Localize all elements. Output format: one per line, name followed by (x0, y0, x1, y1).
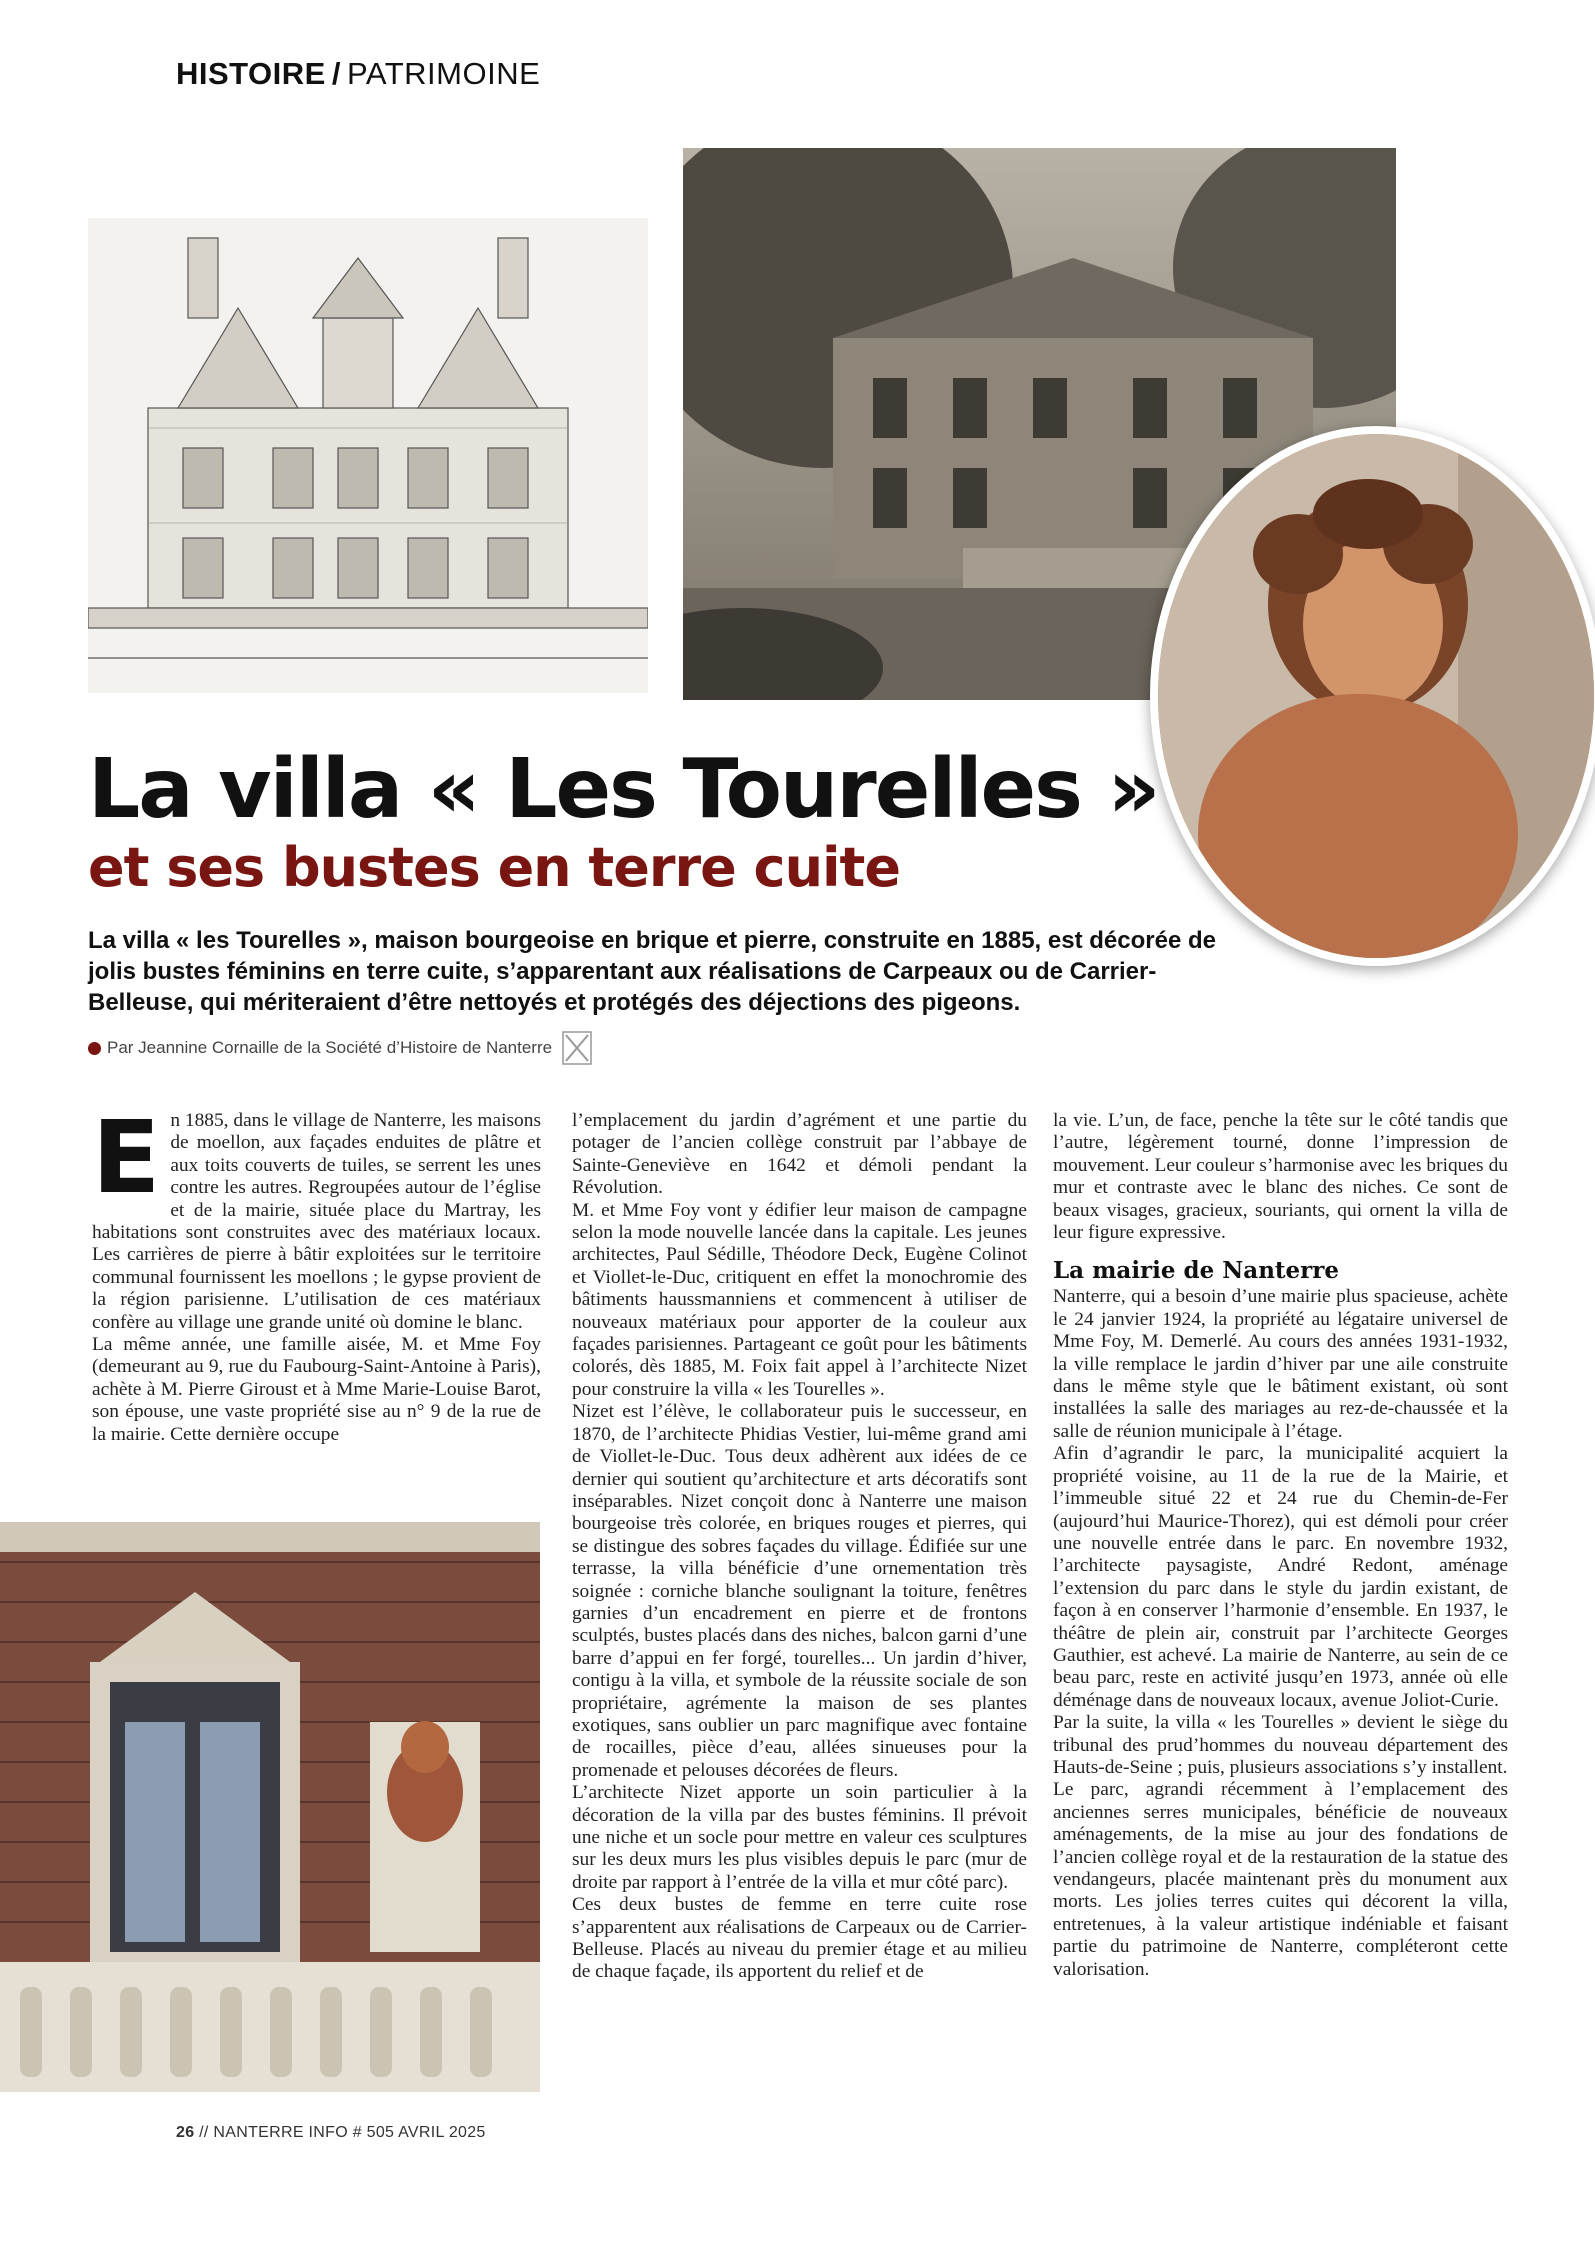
paragraph: Ces deux bustes de femme en terre cuite rose s’apparentent aux réalisations de Carpeaux ou de Carrier-Belleuse. Placés au niveau du premier étage et au milieu de chaque façade, ils apportent du relief et de (572, 1894, 1027, 1983)
rubric-secondary: PATRIMOINE (346, 56, 541, 91)
paragraph: En 1885, dans le village de Nanterre, les maisons de moellon, aux façades enduites de plâtre et aux toits couverts de tuiles, se serrent les unes contre les autres. Regroupées autour de l’église et de la mairie, située place du Martray, les habitations sont construites avec des matériaux locaux. Les carrières de pierre à bâtir exploitées sur le territoire communal fournissent les moellons ; le gypse provient de la région parisienne. L’utilisation de ces matériaux confère au village une grande unité où domine le blanc. (92, 1099, 541, 1333)
article-subtitle: et ses bustes en terre cuite (88, 836, 900, 899)
rubric-separator: / (331, 56, 341, 91)
body-column-2 (572, 1110, 1027, 1984)
paragraph: Le parc, agrandi récemment à l’emplacement des anciennes serres municipales, bénéficie de nouveaux aménagements, de la mise au jour des fondations de l’ancien collège royal et de la restauration de la statue des vendangeurs, placée maintenant près du monument aux morts. Les jolies terres cuites qui décorent la villa, entretenues, à la valeur artistique indéniable et faisant partie du patrimoine de Nanterre, compléteront cette valorisation. (1053, 1779, 1508, 1980)
paragraph: M. et Mme Foy vont y édifier leur maison de campagne selon la mode nouvelle lancée dans la capitale. Les jeunes architectes, Paul Sédille, Théodore Deck, Eugène Colinot et Viollet-le-Duc, critiquent en effet la monochromie des bâtiments haussmanniens et commencent à utiliser de nouveaux matériaux pour apporter de la couleur aux façades parisiennes. Partageant ce goût pour les bâtiments colorés, dès 1885, M. Foix fait appel à l’architecte Nizet pour construire la villa « les Tourelles ». (572, 1199, 1027, 1400)
page-number: 26 (176, 2124, 195, 2141)
page-footer (176, 2124, 486, 2142)
article-title: La villa « Les Tourelles » (88, 742, 1159, 837)
paragraph: La même année, une famille aisée, M. et Mme Foy (demeurant au 9, rue du Faubourg-Saint-Antoine à Paris), achète à M. Pierre Giroust et à Mme Marie-Louise Barot, son épouse, une vaste propriété sise au n° 9 de la rue de la mairie. Cette dernière occupe (92, 1334, 541, 1445)
paragraph: L’architecte Nizet apporte un soin particulier à la décoration de la villa par des bustes féminins. Il prévoit une niche et un socle pour mettre en valeur ces sculptures sur les deux murs les plus visibles depuis le parc (mur de droite par rapport à l’entrée de la villa et mur côté parc). (572, 1782, 1027, 1893)
villa-engraving-image (88, 218, 648, 693)
villa-facade-photo (0, 1522, 540, 2092)
terracotta-bust-photo (1150, 426, 1595, 966)
paragraph: Nizet est l’élève, le collaborateur puis le successeur, en 1870, de l’architecte Phidias Vestier, lui-même grand ami de Viollet-le-Duc. Tous deux adhèrent aux idées de ce dernier qui soutient qu’architecture et arts décoratifs sont inséparables. Nizet conçoit donc à Nanterre une maison bourgeoise très colorée, en briques rouges et pierres, qui se distingue des sobres façades du village. Édifiée sur une terrasse, la villa bénéficie d’une ornementation très soignée : corniche blanche soulignant la toiture, fenêtres garnies d’un encadrement en pierre et de frontons sculptés, bustes placés dans des niches, balcon garni d’une barre d’appui en fer forgé, tourelles... Un jardin d’hiver, contigu à la villa, et symbole de la réussite sociale de son propriétaire, agrémente la maison de ses plantes exotiques, sans oublier un parc magnifique avec fontaine de rocailles, pièce d’eau, allées sinueuses pour la promenade et pelouses décorées de fleurs. (572, 1401, 1027, 1781)
drop-cap: E (92, 1099, 161, 1216)
paragraph: Nanterre, qui a besoin d’une mairie plus spacieuse, achète le 24 janvier 1924, la propriété au légataire universel de Mme Foy, M. Demerlé. Au cours des années 1931-1932, la ville remplace le jardin d’hiver par une aile construite dans le même style que le bâtiment existant, où sont installées la salle des mariages au rez-de-chaussée et la salle de réunion municipale à l’étage. (1053, 1286, 1508, 1442)
rubric-primary: HISTOIRE (176, 56, 326, 91)
article-lead: La villa « les Tourelles », maison bourgeoise en brique et pierre, construite en 1885, est décorée de jolis bustes féminins en terre cuite, s’apparentant aux réalisations de Carpeaux ou de Carrier-Belleuse, qui mériteraient d’être nettoyés et protégés des déjections des pigeons. (88, 927, 1216, 1016)
body-column-1 (92, 1099, 541, 1446)
society-emblem-icon (560, 1029, 594, 1067)
paragraph: Afin d’agrandir le parc, la municipalité acquiert la propriété voisine, au 11 de la rue de la Mairie, et l’immeuble situé 22 et 24 rue du Chemin-de-Fer (aujourd’hui Maurice-Thorez), qui est démoli pour créer une nouvelle entrée dans le parc. En novembre 1932, l’architecte paysagiste, André Redont, aménage l’extension du parc dans le style du jardin existant, de façon à en conserver l’harmonie d’ensemble. En 1937, le théâtre de plein air, construit par l’architecte Georges Gauthier, est achevé. La mairie de Nanterre, au sein de ce beau parc, reste en activité jusqu’en 1973, année où elle déménage dans de nouveaux locaux, avenue Joliot-Curie. (1053, 1443, 1508, 1711)
section-rubric (176, 56, 540, 92)
publication-info: // NANTERRE INFO # 505 AVRIL 2025 (199, 2124, 486, 2141)
body-column-3 (1053, 1110, 1508, 1981)
byline-text: Par Jeannine Cornaille de la Société d’Histoire de Nanterre (107, 1038, 553, 1057)
bullet-icon (88, 1042, 101, 1055)
paragraph: Par la suite, la villa « les Tourelles » devient le siège du tribunal des prud’hommes du nouveau département des Hauts-de-Seine ; puis, plusieurs associations s’y installent. (1053, 1712, 1508, 1778)
section-heading: La mairie de Nanterre (1053, 1257, 1340, 1285)
paragraph: l’emplacement du jardin d’agrément et une partie du potager de l’ancien collège construit par l’abbaye de Sainte-Geneviève en 1642 et démoli pendant la Révolution. (572, 1110, 1027, 1199)
paragraph: la vie. L’un, de face, penche la tête sur le côté tandis que l’autre, légèrement tourné, donne l’impression de mouvement. Leur couleur s’harmonise avec les briques du mur et contraste avec le blanc des niches. Ce sont de beaux visages, gracieux, souriants, qui ornent la villa de leur figure expressive. (1053, 1110, 1508, 1244)
byline (88, 1029, 594, 1067)
